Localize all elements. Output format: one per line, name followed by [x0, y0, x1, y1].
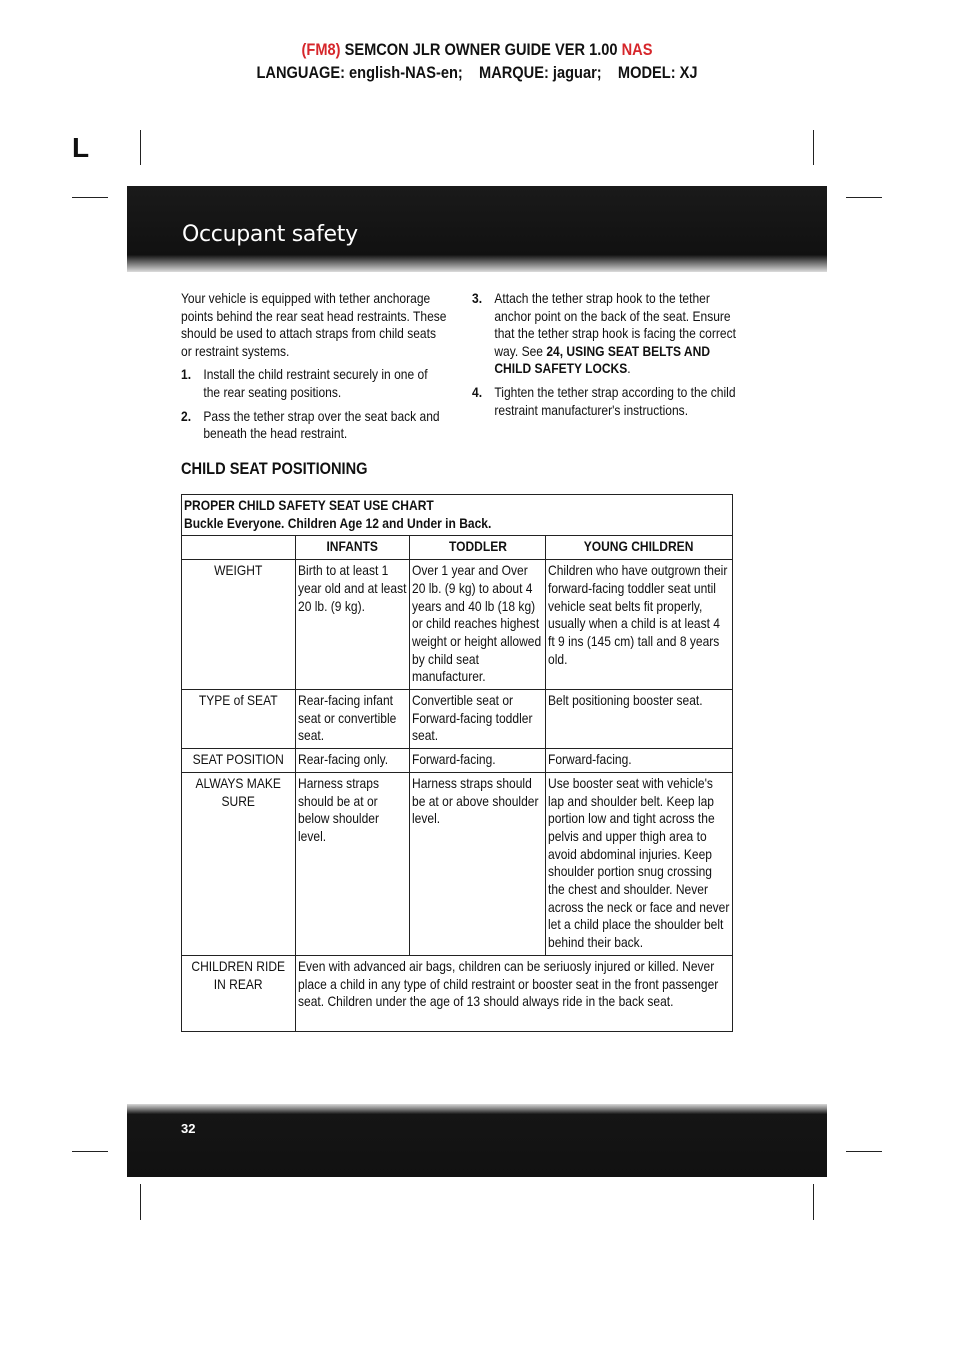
step-item — [181, 408, 448, 443]
step-text: Install the child restraint securely in one of the rear seating positions. — [203, 366, 428, 400]
table-cell-merged: Even with advanced air bags, children can be seriuosly injured or killed. Never place a child in any type of child restraint or booster seat in the front passenger seat. Children under the age of 13 should always ride in the back seat. — [296, 955, 733, 1031]
step-item — [472, 384, 737, 419]
page-number: 32 — [181, 1121, 196, 1136]
step-number: 2. — [181, 407, 192, 424]
table-cell: Rear-facing only. — [296, 749, 410, 773]
crop-line — [140, 130, 141, 165]
step-text — [494, 290, 737, 378]
chart-title-row — [182, 495, 733, 536]
table-row — [182, 690, 733, 749]
table-cell: Birth to at least 1 year old and at least 20 lb. (9 kg). — [296, 560, 410, 690]
child-seat-chart — [181, 494, 733, 1032]
step-number: 3. — [472, 290, 483, 306]
table-row — [182, 772, 733, 955]
intro-paragraph: Your vehicle is equipped with tether anchorage points behind the rear seat head restraints. These should be used to attach straps from child seats or restraint systems. — [181, 290, 447, 359]
crop-line — [846, 1151, 882, 1152]
section-banner — [127, 186, 827, 272]
page-title: Occupant safety — [182, 222, 358, 247]
step-text-after: . — [627, 360, 631, 377]
table-row — [182, 955, 733, 1031]
row-label-type-of-seat: TYPE of SEAT — [182, 690, 296, 749]
table-cell: Rear-facing infant seat or convertible seat. — [296, 690, 410, 749]
left-column — [181, 290, 448, 449]
table-cell: Children who have outgrown their forward-facing toddler seat until vehicle seat belts fit properly, usually when a child is at least 4 ft 9 ins (145 cm) tall and 8 years old. — [546, 560, 733, 690]
step-text: Tighten the tether strap according to the child restraint manufacturer's instructions. — [494, 383, 736, 418]
column-header-young-children: YOUNG CHILDREN — [546, 536, 733, 560]
header-suffix: NAS — [621, 40, 653, 59]
table-cell: Harness straps should be at or below shoulder level. — [296, 772, 410, 955]
row-label-children-ride-in-rear: CHILDREN RIDE IN REAR — [182, 955, 296, 1031]
table-cell: Over 1 year and Over 20 lb. (9 kg) to about 4 years and 40 lb (18 kg) or child reaches highest weight or height allowed by child seat manufacturer. — [410, 560, 546, 690]
step-number: 4. — [472, 383, 483, 400]
step-item — [472, 290, 737, 378]
chart-title-cell — [182, 495, 733, 536]
table-cell: Forward-facing. — [546, 749, 733, 773]
step-text-before: Attach the tether strap hook to the tether anchor point on the back of the seat. Ensure that the tether strap hook is facing the correct way. See — [494, 290, 736, 359]
chart-subtitle: Buckle Everyone. Children Age 12 and Under in Back. — [184, 514, 492, 531]
step-text: Pass the tether strap over the seat back and beneath the head restraint. — [203, 407, 440, 442]
table-row — [182, 749, 733, 773]
margin-mark: L — [72, 132, 90, 163]
header-main: SEMCON JLR OWNER GUIDE VER 1.00 — [340, 40, 622, 59]
column-header-infants: INFANTS — [296, 536, 410, 560]
crop-line — [813, 130, 814, 165]
crop-line — [140, 1184, 141, 1220]
column-header-toddler: TODDLER — [410, 536, 546, 560]
column-header — [182, 536, 296, 560]
table-cell: Convertible seat or Forward-facing toddler seat. — [410, 690, 546, 749]
table-cell: Belt positioning booster seat. — [546, 690, 733, 749]
crop-line — [72, 197, 108, 198]
header-prefix: (FM8) — [301, 40, 341, 59]
cross-reference-link[interactable]: 24, USING SEAT BELTS AND CHILD SAFETY LOCKS — [494, 342, 711, 377]
step-item — [181, 366, 448, 401]
crop-line — [846, 197, 882, 198]
table-row — [182, 560, 733, 690]
doc-header-line1 — [67, 40, 887, 60]
table-cell: Use booster seat with vehicle's lap and shoulder belt. Keep lap portion low and tight across the pelvis and upper thigh area to avoid abdominal injuries. Keep shoulder portion snug crossing the chest and shoulder. Never across the neck or face and never let a child place the shoulder belt behind their back. — [546, 772, 733, 955]
table-cell: Forward-facing. — [410, 749, 546, 773]
row-label-weight: WEIGHT — [182, 560, 296, 690]
table-cell: Harness straps should be at or above shoulder level. — [410, 772, 546, 955]
doc-header-line2: LANGUAGE: english-NAS-en; MARQUE: jaguar; MODEL: XJ — [256, 63, 698, 82]
crop-line — [813, 1184, 814, 1220]
row-label-always-make-sure: ALWAYS MAKE SURE — [182, 772, 296, 955]
right-column — [472, 290, 737, 425]
chart-header-row — [182, 536, 733, 560]
step-number: 1. — [181, 366, 192, 383]
page-footer — [127, 1104, 827, 1177]
row-label-seat-position: SEAT POSITION — [182, 749, 296, 773]
crop-line — [72, 1151, 108, 1152]
chart-title: PROPER CHILD SAFETY SEAT USE CHART — [184, 497, 434, 513]
section-heading: CHILD SEAT POSITIONING — [181, 459, 368, 478]
